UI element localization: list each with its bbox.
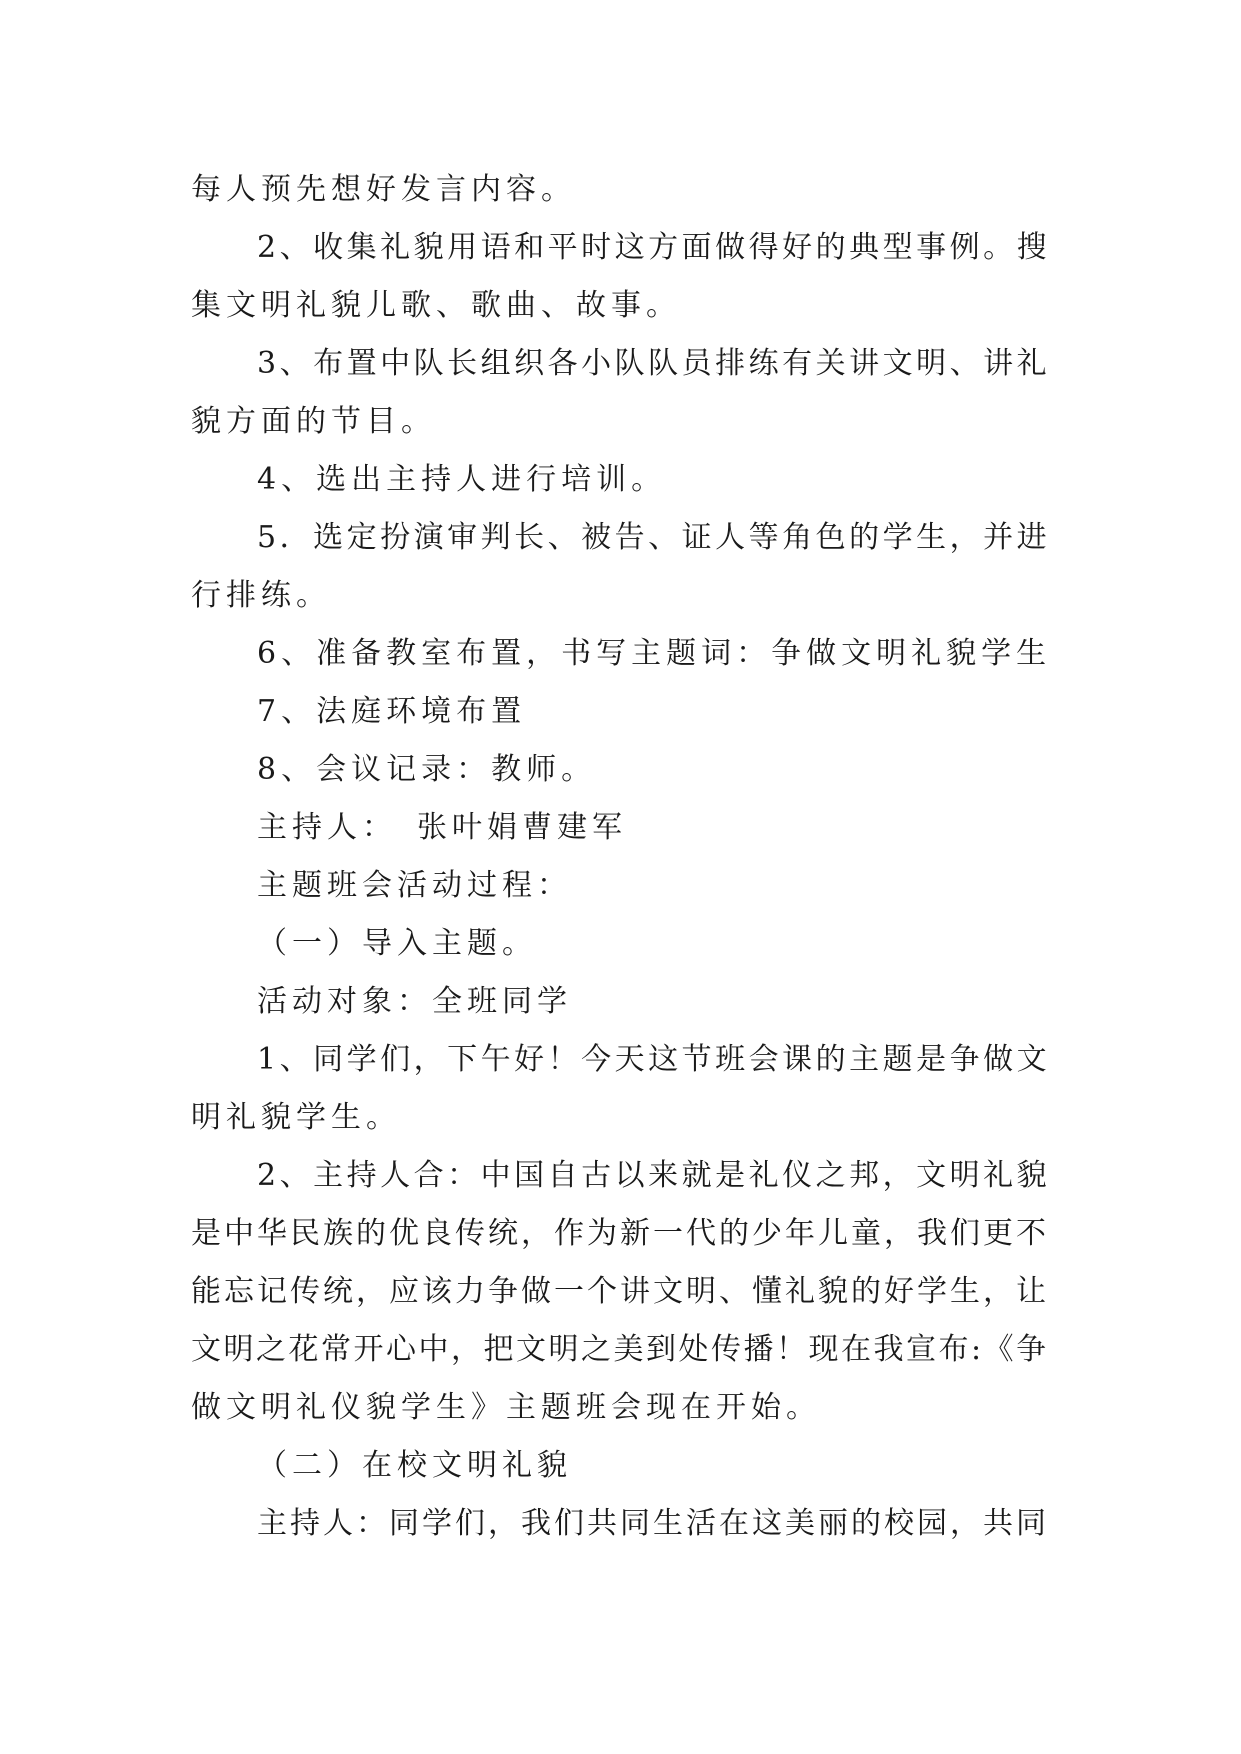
text-line: 活动对象：全班同学 bbox=[257, 984, 572, 1019]
text-line: 能忘记传统，应该力争做一个讲文明、懂礼貌的好学生，让 bbox=[191, 1274, 1049, 1309]
text-line: 每人预先想好发言内容。 bbox=[191, 172, 576, 207]
text-line: （二）在校文明礼貌 bbox=[257, 1448, 572, 1483]
text-line: 1、同学们，下午好！今天这节班会课的主题是争做文 bbox=[257, 1042, 1051, 1077]
text-line: 做文明礼仪貌学生》主题班会现在开始。 bbox=[191, 1390, 821, 1425]
text-line: 主持人： 张叶娟曹建军 bbox=[257, 810, 627, 845]
text-line: 6、准备教室布置，书写主题词：争做文明礼貌学生 bbox=[257, 636, 1052, 671]
text-line: 2、收集礼貌用语和平时这方面做得好的典型事例。搜 bbox=[257, 230, 1051, 265]
text-line: 4、选出主持人进行培训。 bbox=[257, 462, 667, 497]
text-line: 明礼貌学生。 bbox=[191, 1100, 401, 1135]
text-line: 8、会议记录：教师。 bbox=[257, 752, 597, 787]
text-line: 3、布置中队长组织各小队队员排练有关讲文明、讲礼 bbox=[257, 346, 1051, 381]
text-line: 5．选定扮演审判长、被告、证人等角色的学生，并进 bbox=[257, 520, 1051, 555]
text-line: 7、法庭环境布置 bbox=[257, 694, 527, 729]
text-line: 集文明礼貌儿歌、歌曲、故事。 bbox=[191, 288, 681, 323]
text-line: （一）导入主题。 bbox=[257, 926, 537, 961]
text-line: 行排练。 bbox=[191, 578, 331, 613]
text-line: 是中华民族的优良传统，作为新一代的少年儿童，我们更不 bbox=[191, 1216, 1049, 1251]
text-line: 主持人：同学们，我们共同生活在这美丽的校园，共同 bbox=[257, 1506, 1049, 1541]
document-body bbox=[191, 161, 1051, 1553]
text-line: 文明之花常开心中，把文明之美到处传播！现在我宣布:《争 bbox=[191, 1332, 1049, 1367]
text-line: 2、主持人合：中国自古以来就是礼仪之邦，文明礼貌 bbox=[257, 1158, 1051, 1193]
text-line: 主题班会活动过程： bbox=[257, 868, 572, 903]
text-line: 貌方面的节目。 bbox=[191, 404, 436, 439]
